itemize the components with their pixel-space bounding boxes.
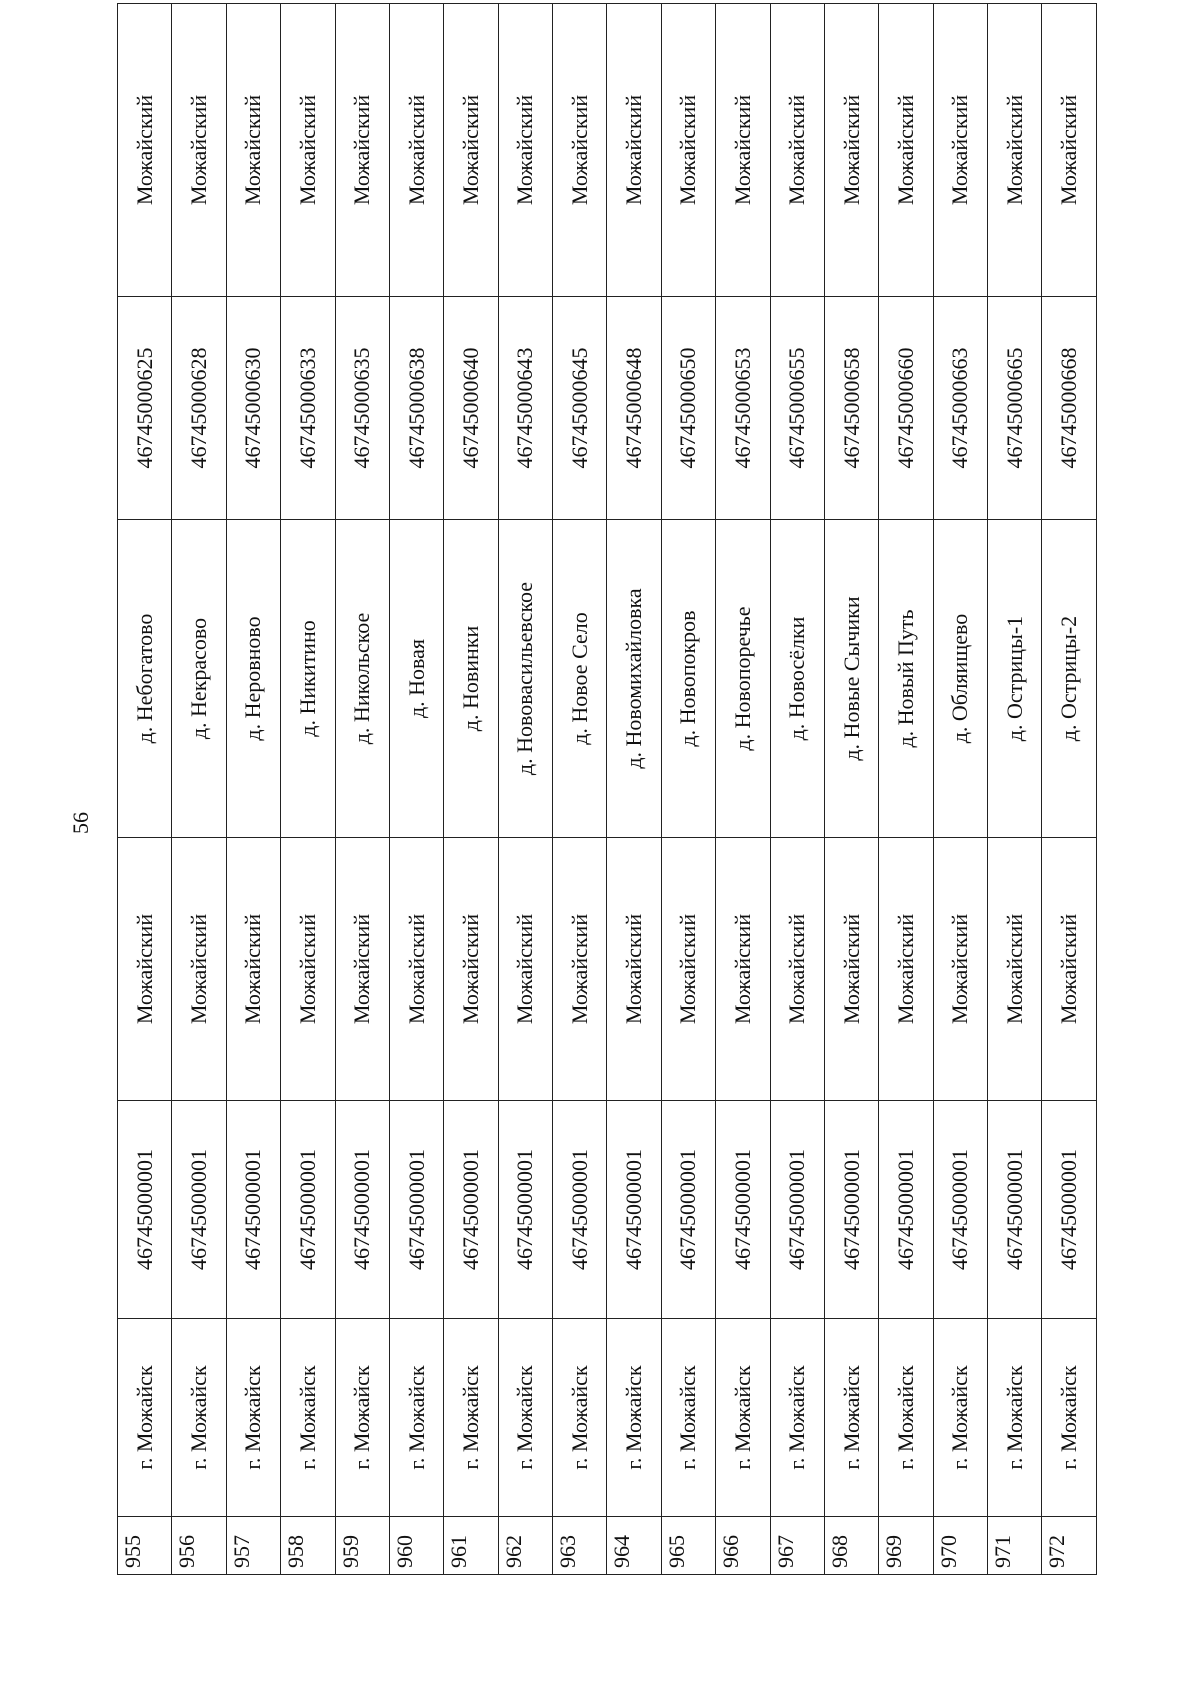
village-code-cell: 46745000645 [553,297,607,520]
city-cell: г. Можайск [770,1319,824,1517]
village-cell: д. Новомихайловка [607,520,661,838]
table-row [661,4,715,1575]
city-cell: г. Можайск [988,1319,1042,1517]
village-cell: д. Новое Село [553,520,607,838]
table-row [498,4,552,1575]
village-code-cell: 46745000630 [226,297,280,520]
village-cell: д. Новопокров [661,520,715,838]
village-cell: д. Новые Сычики [824,520,878,838]
city-cell: г. Можайск [172,1319,226,1517]
city-district-cell: Можайский [553,838,607,1101]
city-district-cell: Можайский [716,838,770,1101]
city-cell: г. Можайск [933,1319,987,1517]
city-cell: г. Можайск [389,1319,443,1517]
village-code-cell: 46745000628 [172,297,226,520]
city-code-cell: 46745000001 [879,1101,933,1319]
village-cell: д. Небогатово [118,520,172,838]
village-cell: д. Никольское [335,520,389,838]
city-district-cell: Можайский [824,838,878,1101]
city-code-cell: 46745000001 [553,1101,607,1319]
row-number: 959 [335,1517,389,1575]
village-code-cell: 46745000655 [770,297,824,520]
row-number: 964 [607,1517,661,1575]
village-district-cell: Можайский [389,4,443,297]
city-code-cell: 46745000001 [498,1101,552,1319]
village-district-cell: Можайский [988,4,1042,297]
table-row [879,4,933,1575]
city-code-cell: 46745000001 [1042,1101,1097,1319]
village-cell: д. Новинки [444,520,498,838]
table-row [770,4,824,1575]
settlements-table [117,3,1097,1575]
city-code-cell: 46745000001 [444,1101,498,1319]
village-code-cell: 46745000638 [389,297,443,520]
table-row [824,4,878,1575]
village-cell: д. Новая [389,520,443,838]
city-district-cell: Можайский [988,838,1042,1101]
village-code-cell: 46745000633 [281,297,335,520]
village-district-cell: Можайский [498,4,552,297]
table-row [226,4,280,1575]
row-number: 965 [661,1517,715,1575]
city-district-cell: Можайский [172,838,226,1101]
village-district-cell: Можайский [553,4,607,297]
village-district-cell: Можайский [172,4,226,297]
city-district-cell: Можайский [933,838,987,1101]
village-cell: д. Новый Путь [879,520,933,838]
village-code-cell: 46745000665 [988,297,1042,520]
village-cell: д. Острицы-1 [988,520,1042,838]
city-code-cell: 46745000001 [389,1101,443,1319]
row-number: 963 [553,1517,607,1575]
settlements-table-container [117,95,1097,1575]
city-cell: г. Можайск [824,1319,878,1517]
table-row [933,4,987,1575]
village-code-cell: 46745000643 [498,297,552,520]
city-code-cell: 46745000001 [172,1101,226,1319]
village-code-cell: 46745000668 [1042,297,1097,520]
city-district-cell: Можайский [607,838,661,1101]
city-cell: г. Можайск [226,1319,280,1517]
city-cell: г. Можайск [716,1319,770,1517]
city-district-cell: Можайский [879,838,933,1101]
village-district-cell: Можайский [335,4,389,297]
city-district-cell: Можайский [444,838,498,1101]
city-cell: г. Можайск [335,1319,389,1517]
city-code-cell: 46745000001 [988,1101,1042,1319]
row-number: 962 [498,1517,552,1575]
village-code-cell: 46745000650 [661,297,715,520]
village-cell: д. Обляищево [933,520,987,838]
city-district-cell: Можайский [770,838,824,1101]
table-row [444,4,498,1575]
city-code-cell: 46745000001 [118,1101,172,1319]
city-cell: г. Можайск [118,1319,172,1517]
village-cell: д. Новопоречье [716,520,770,838]
row-number: 955 [118,1517,172,1575]
row-number: 968 [824,1517,878,1575]
village-district-cell: Можайский [933,4,987,297]
table-body [118,4,1097,1575]
city-code-cell: 46745000001 [933,1101,987,1319]
city-district-cell: Можайский [118,838,172,1101]
table-row [988,4,1042,1575]
village-cell: д. Острицы-2 [1042,520,1097,838]
village-code-cell: 46745000635 [335,297,389,520]
village-district-cell: Можайский [661,4,715,297]
table-row [716,4,770,1575]
city-district-cell: Можайский [335,838,389,1101]
row-number: 971 [988,1517,1042,1575]
village-district-cell: Можайский [281,4,335,297]
village-district-cell: Можайский [770,4,824,297]
city-district-cell: Можайский [389,838,443,1101]
table-row [172,4,226,1575]
row-number: 961 [444,1517,498,1575]
village-cell: д. Никитино [281,520,335,838]
village-cell: д. Нововасильевское [498,520,552,838]
village-code-cell: 46745000663 [933,297,987,520]
table-row [118,4,172,1575]
village-district-cell: Можайский [824,4,878,297]
village-cell: д. Новосёлки [770,520,824,838]
city-code-cell: 46745000001 [770,1101,824,1319]
table-row [389,4,443,1575]
village-code-cell: 46745000660 [879,297,933,520]
city-cell: г. Можайск [661,1319,715,1517]
row-number: 969 [879,1517,933,1575]
city-code-cell: 46745000001 [335,1101,389,1319]
village-district-cell: Можайский [879,4,933,297]
table-row [553,4,607,1575]
row-number: 956 [172,1517,226,1575]
city-code-cell: 46745000001 [661,1101,715,1319]
village-district-cell: Можайский [226,4,280,297]
village-district-cell: Можайский [607,4,661,297]
city-cell: г. Можайск [1042,1319,1097,1517]
village-code-cell: 46745000640 [444,297,498,520]
row-number: 966 [716,1517,770,1575]
village-district-cell: Можайский [444,4,498,297]
city-code-cell: 46745000001 [281,1101,335,1319]
table-row [1042,4,1097,1575]
city-district-cell: Можайский [281,838,335,1101]
city-cell: г. Можайск [444,1319,498,1517]
village-district-cell: Можайский [1042,4,1097,297]
city-code-cell: 46745000001 [716,1101,770,1319]
city-district-cell: Можайский [226,838,280,1101]
table-row [281,4,335,1575]
village-district-cell: Можайский [118,4,172,297]
row-number: 960 [389,1517,443,1575]
city-cell: г. Можайск [879,1319,933,1517]
village-code-cell: 46745000653 [716,297,770,520]
row-number: 970 [933,1517,987,1575]
row-number: 958 [281,1517,335,1575]
city-code-cell: 46745000001 [226,1101,280,1319]
village-cell: д. Неровново [226,520,280,838]
city-code-cell: 46745000001 [607,1101,661,1319]
table-row [607,4,661,1575]
city-cell: г. Можайск [553,1319,607,1517]
city-cell: г. Можайск [281,1319,335,1517]
city-district-cell: Можайский [498,838,552,1101]
table-row [335,4,389,1575]
city-cell: г. Можайск [607,1319,661,1517]
page-number: 56 [68,812,93,834]
village-cell: д. Некрасово [172,520,226,838]
village-code-cell: 46745000648 [607,297,661,520]
village-code-cell: 46745000658 [824,297,878,520]
city-cell: г. Можайск [498,1319,552,1517]
city-district-cell: Можайский [661,838,715,1101]
village-code-cell: 46745000625 [118,297,172,520]
village-district-cell: Можайский [716,4,770,297]
row-number: 957 [226,1517,280,1575]
city-code-cell: 46745000001 [824,1101,878,1319]
city-district-cell: Можайский [1042,838,1097,1101]
row-number: 967 [770,1517,824,1575]
row-number: 972 [1042,1517,1097,1575]
